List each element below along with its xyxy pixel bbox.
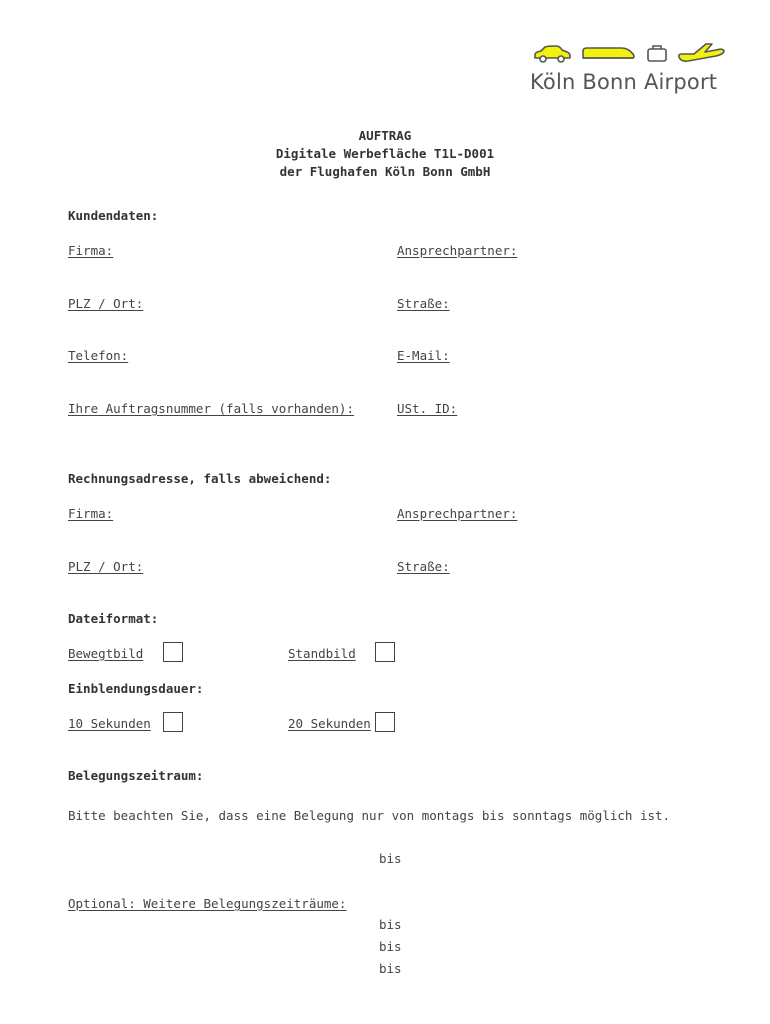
optional-period-bis-1: bis [379,917,402,932]
company-field-label: Firma: [68,243,114,258]
document-subtitle-company: der Flughafen Köln Bonn GmbH [279,164,491,179]
customer-data-heading: Kundendaten: [68,208,159,223]
billing-company-field-label: Firma: [68,506,114,521]
ten-seconds-label: 10 Sekunden [68,716,151,731]
suitcase-icon [646,44,668,63]
booking-period-bis: bis [379,851,402,866]
ten-seconds-checkbox[interactable] [163,712,183,732]
document-subtitle: Digitale Werbefläche T1L-D001 [275,146,495,161]
optional-periods-label: Optional: Weitere Belegungszeiträume: [68,896,347,911]
order-number-field-label: Ihre Auftragsnummer (falls vorhanden): [68,401,354,416]
billing-contact-field-label: Ansprechpartner: [397,506,518,521]
moving-image-label: Bewegtbild [68,646,144,661]
car-icon [532,44,572,64]
file-format-heading: Dateiformat: [68,611,159,626]
zip-city-field-label: PLZ / Ort: [68,296,144,311]
contact-person-field-label: Ansprechpartner: [397,243,518,258]
moving-image-checkbox[interactable] [163,642,183,662]
email-field-label: E-Mail: [397,348,450,363]
optional-period-bis-2: bis [379,939,402,954]
still-image-checkbox[interactable] [375,642,395,662]
display-duration-heading: Einblendungsdauer: [68,681,204,696]
billing-address-heading: Rechnungsadresse, falls abweichend: [68,471,332,486]
airplane-icon [676,40,726,64]
booking-period-heading: Belegungszeitraum: [68,768,204,783]
twenty-seconds-label: 20 Sekunden [288,716,371,731]
phone-field-label: Telefon: [68,348,129,363]
billing-street-field-label: Straße: [397,559,450,574]
street-field-label: Straße: [397,296,450,311]
document-title: AUFTRAG [358,128,412,143]
optional-period-bis-3: bis [379,961,402,976]
logo-text: Köln Bonn Airport [530,70,718,94]
booking-period-note: Bitte beachten Sie, dass eine Belegung nur von montags bis sonntags möglich ist. [68,808,671,823]
twenty-seconds-checkbox[interactable] [375,712,395,732]
billing-zip-city-field-label: PLZ / Ort: [68,559,144,574]
vat-id-field-label: USt. ID: [397,401,458,416]
train-icon [580,46,636,62]
still-image-label: Standbild [288,646,356,661]
logo [528,40,728,98]
